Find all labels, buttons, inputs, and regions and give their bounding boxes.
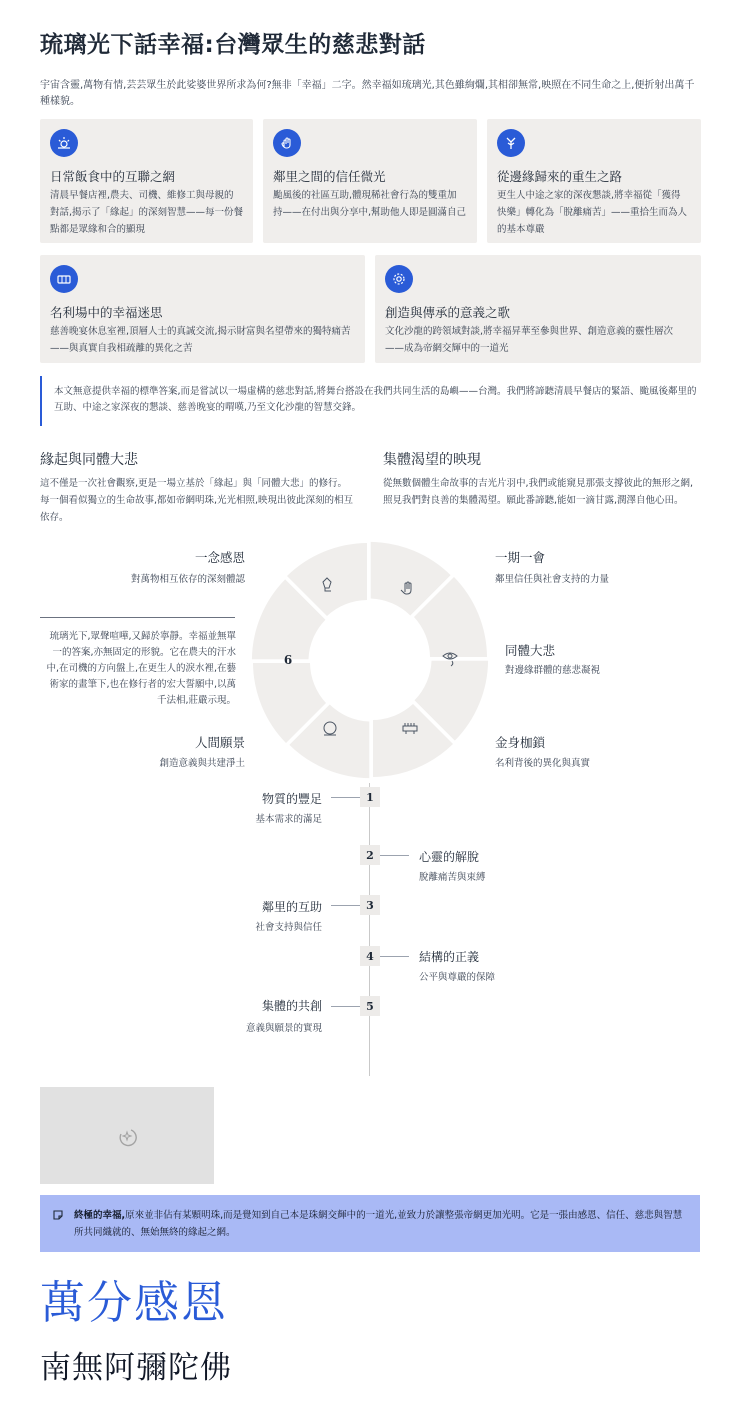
section-body-left: 這不僅是一次社會觀察,更是一場立基於「緣起」與「同體大悲」的修行。 每一個看似獨立的生命故事,都如帝網明珠,光光相照,映現出彼此深刻的相互 依存。	[40, 478, 354, 523]
card-neighbor-trust	[263, 119, 477, 243]
wheel-diagram	[240, 530, 500, 790]
timeline-connector	[380, 855, 409, 856]
segment-title: 同體大悲	[505, 643, 556, 658]
card-creation-legacy	[375, 255, 701, 363]
wheel-side-text: 琉璃光下,眾聲喧嘩,又歸於寧靜。幸福並無單 一的答案,亦無固定的形貌。它在農夫的汗水 中,在司機的方向盤上,在更生人的淚水裡,在藝 術家的畫筆下,也在修行者的宏大誓願中,以萬 千法相,莊嚴示現。	[46, 631, 236, 706]
segment-desc: 鄰里信任與社會支持的力量	[495, 574, 610, 585]
timeline-connector	[331, 797, 360, 798]
timeline-desc: 意義與願景的實現	[245, 1023, 322, 1034]
segment-title: 金身枷鎖	[495, 735, 546, 750]
timeline-step-1: 1	[360, 787, 380, 807]
card-title: 名利場中的幸福迷思	[50, 305, 163, 320]
image-placeholder	[40, 1087, 214, 1184]
section-body-right: 從無數個體生命故事的吉光片羽中,我們或能窺見那張支撐彼此的無形之網, 照見我們對良善的集體渴望。願此番諦聽,能如一滴甘露,潤澤自他心田。	[383, 478, 694, 506]
section-heading-left: 緣起與同體大悲	[40, 452, 138, 468]
timeline-desc: 公平與尊嚴的保障	[419, 972, 496, 983]
timeline-desc: 社會支持與信任	[255, 922, 322, 933]
card-desc: 清晨早餐店裡,農夫、司機、維修工與母親的 對話,揭示了「緣起」的深刻智慧——每一份餐 點都是眾緣和合的顯現	[50, 190, 244, 235]
sun-icon	[50, 129, 78, 157]
timeline-step-4: 4	[360, 946, 380, 966]
callout-bold: 終極的幸福,	[74, 1210, 126, 1221]
note-icon	[52, 1209, 64, 1221]
card-desc: 慈善晚宴休息室裡,頂層人士的真誠交流,揭示財富與名望帶來的獨特痛苦 ——與真實自我相疏離的異化之苦	[50, 326, 351, 354]
timeline-step-5: 5	[360, 996, 380, 1016]
sparkle-icon	[113, 1122, 141, 1150]
timeline-step-2: 2	[360, 845, 380, 865]
blockquote: 本文無意提供幸福的標準答案,而是嘗試以一場虛構的慈悲對話,將舞台搭設在我們共同生活的島嶼——台灣。我們將諦聽清晨早餐店的緊語、颱風後鄰里的互助、中途之家深夜的懇談、慈善晚宴的喟嘆,乃至文化沙龍的智慧交鋒。	[40, 376, 700, 426]
card-title: 日常飯食中的互聯之網	[50, 169, 176, 184]
segment-desc: 名利背後的異化與真實	[495, 758, 591, 769]
segment-title: 一念感恩	[195, 550, 246, 565]
closing-amitabha: 南無阿彌陀佛	[40, 1350, 232, 1386]
timeline-title: 集體的共創	[261, 999, 322, 1013]
gear-icon	[385, 265, 413, 293]
timeline-line	[369, 783, 370, 1076]
card-desc: 文化沙龍的跨領域對談,將幸福昇華至參與世界、創造意義的靈性層次 ——成為帝網交輝中的一道光	[385, 326, 674, 354]
timeline-connector	[331, 905, 360, 906]
page-title: 琉璃光下話幸福:台灣眾生的慈悲對話	[40, 32, 426, 58]
card-title: 鄰里之間的信任微光	[273, 169, 386, 184]
timeline-connector	[380, 956, 409, 957]
card-title: 創造與傳承的意義之歌	[385, 305, 511, 320]
intro-paragraph: 宇宙含靈,萬物有情,芸芸眾生於此娑婆世界所求為何?無非「幸福」二字。然幸福如琉璃光,其色雖絢爛,其相卻無常,映照在不同生命之上,便折射出萬千種樣貌。	[40, 80, 695, 107]
card-daily-meal	[40, 119, 253, 243]
closing-gratitude: 萬分感恩	[40, 1276, 229, 1329]
timeline-desc: 脫離痛苦與束縛	[419, 872, 486, 883]
callout-text: 原來並非佔有某顆明珠,而是覺知到自己本是珠網交輝中的一道光,並致力於讓整張帝網更加光明。它是一張由感恩、信任、慈悲與智慧	[125, 1210, 683, 1221]
timeline-title: 物質的豐足	[261, 792, 322, 806]
card-title: 從邊緣歸來的重生之路	[497, 169, 623, 184]
timeline-step-3: 3	[360, 895, 380, 915]
timeline-title: 鄰里的互助	[261, 900, 322, 914]
timeline-title: 結構的正義	[419, 950, 480, 964]
divider	[40, 617, 235, 618]
wheel-center-number: 6	[283, 653, 293, 667]
ticket-icon	[50, 265, 78, 293]
segment-desc: 對萬物相互依存的深刻體認	[130, 574, 245, 585]
callout-note	[40, 1195, 700, 1252]
segment-title: 人間願景	[194, 735, 245, 750]
timeline-title: 心靈的解脫	[419, 850, 480, 864]
timeline-connector	[331, 1006, 360, 1007]
segment-desc: 對邊緣群體的慈悲凝視	[505, 665, 601, 676]
section-heading-right: 集體渴望的映現	[383, 452, 481, 468]
timeline-desc: 基本需求的滿足	[255, 814, 322, 825]
card-rebirth-path	[487, 119, 701, 243]
hands-icon	[273, 129, 301, 157]
card-fame-myth	[40, 255, 365, 363]
segment-desc: 創造意義與共建淨土	[159, 758, 245, 769]
segment-title: 一期一會	[495, 550, 546, 565]
card-desc: 更生人中途之家的深夜懇談,將幸福從「獲得 快樂」轉化為「脫離痛苦」——重拾生而為人 的基本尊嚴	[497, 190, 688, 235]
callout-line2: 所共同織就的、無始無終的緣起之網。	[74, 1227, 236, 1238]
card-desc: 颱風後的社區互助,體現稀社會行為的雙重加 持——在付出與分享中,幫助他人即是圓滿自己	[273, 190, 467, 218]
sprout-icon	[497, 129, 525, 157]
